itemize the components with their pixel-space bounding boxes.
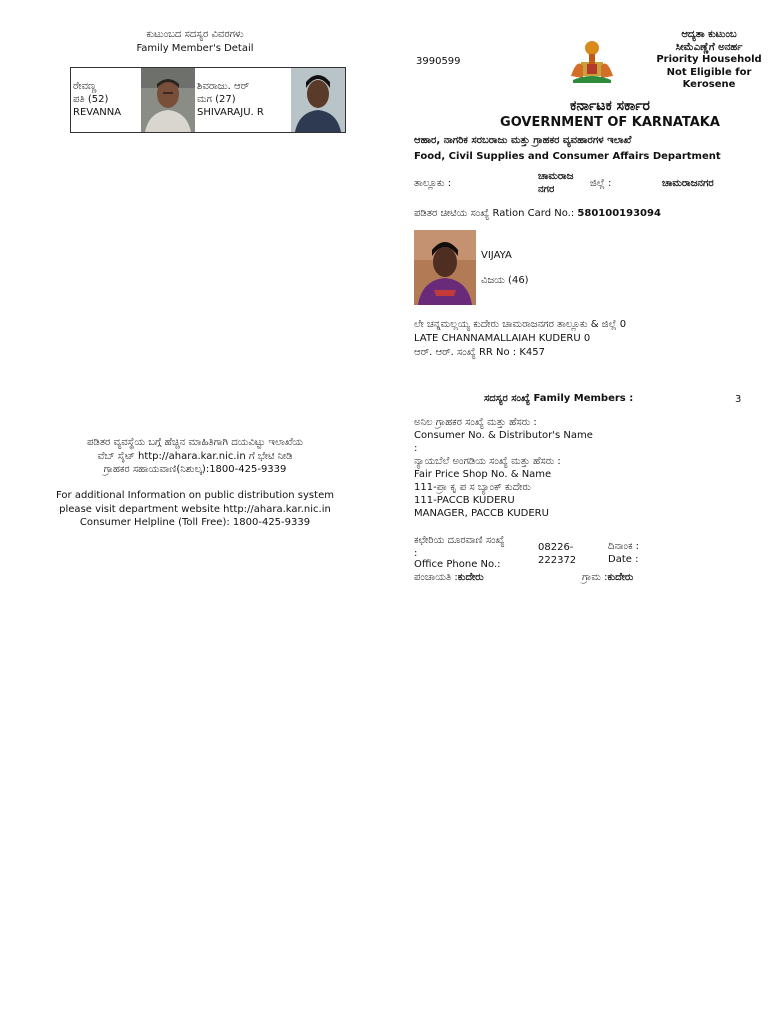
priority-household-badge (655, 29, 763, 92)
phone-line: 222372 (538, 555, 577, 566)
panchayat-label: ಪಂಚಾಯತಿ : (414, 572, 458, 583)
department-name-kn: ಆಹಾರ, ನಾಗರಿಕ ಸರಬರಾಜು ಮತ್ತು ಗ್ರಾಹಕರ ವ್ಯವಹಾರಗಳ ಇಲಾಖೆ (414, 135, 632, 146)
taluk-value-line: ನಗರ (538, 184, 555, 195)
member-name-kn: ಶಿವರಾಜು. ಆರ್ (197, 81, 250, 92)
member-photo (291, 68, 345, 132)
date-label-kn: ದಿನಾಂಕ : (608, 541, 640, 552)
government-title-en: GOVERNMENT OF KARNATAKA (500, 115, 720, 130)
head-name-kn: ವಿಜಯ (46) (481, 275, 529, 286)
address-kn: ಲೇ ಚನ್ನಮಲ್ಲಯ್ಯ ಕುದೇರು ಚಾಮರಾಜನಗರ ತಾಲ್ಲೂಕು & ಜಿಲ್ಲೆ 0 (414, 319, 627, 330)
info-english (40, 489, 350, 530)
member-name-en: REVANNA (73, 107, 122, 118)
village-row (582, 572, 633, 585)
district-label: ಜಿಲ್ಲೆ : (590, 178, 612, 189)
office-phone-number (538, 541, 576, 567)
priority-en-line: Priority Household (656, 54, 762, 65)
ration-card-number-row (414, 208, 661, 221)
office-phone-label-kn (414, 534, 505, 560)
fps-line: 111-ಪ್ರಾ ಕೃ ಪ ಸ ಬ್ಯಾಂಕ್ ಕುದೇರು (414, 482, 531, 493)
member-name-en: SHIVARAJU. R (197, 107, 264, 118)
consumer-label-en: Consumer No. & Distributor's Name (414, 430, 593, 441)
phone-line: 08226- (538, 542, 574, 553)
family-detail-title-en: Family Member's Detail (136, 42, 254, 54)
village-label: ಗ್ರಾಮ : (582, 572, 608, 583)
taluk-label: ತಾಲ್ಲೂಕು : (414, 178, 452, 189)
info-en-line: Consumer Helpline (Toll Free): 1800-425-9339 (79, 517, 311, 528)
consumer-number-block (414, 416, 593, 455)
office-phone-colon: : (414, 548, 418, 559)
fps-label-en: Fair Price Shop No. & Name (414, 469, 552, 480)
family-detail-title-kn: ಕುಟುಂಬದ ಸದಸ್ಯರ ವಿವರಗಳು (146, 29, 244, 40)
fps-line: MANAGER, PACCB KUDERU (414, 508, 549, 519)
priority-kn-line: ಸೀಮೆಎಣ್ಣೆಗೆ ಅನರ್ಹ (675, 41, 743, 53)
ration-card-number: 580100193094 (577, 208, 661, 219)
rr-number: ಆರ್. ಆರ್. ಸಂಖ್ಯೆ RR No : K457 (414, 347, 545, 358)
panchayat-row (414, 572, 484, 585)
fps-line: 111-PACCB KUDERU (414, 495, 515, 506)
address-en: LATE CHANNAMALLAIAH KUDERU 0 (414, 333, 591, 344)
taluk-value (538, 170, 594, 196)
head-name-en: VIJAYA (481, 250, 512, 261)
info-en-line: For additional Information on public distribution system (56, 490, 334, 501)
member-info (197, 80, 264, 119)
member-info (73, 80, 121, 119)
karnataka-emblem-icon (567, 36, 617, 84)
info-en-line: please visit department website http://ahara.kar.nic.in (59, 503, 331, 515)
info-kannada (40, 436, 350, 477)
priority-kn-line: ಆದ್ಯತಾ ಕುಟುಂಬ (681, 29, 737, 40)
date-label-en: Date : (608, 554, 639, 565)
member-name-kn: ರೇವಣ್ಣ (73, 81, 97, 92)
office-phone-kn: ಕಛೇರಿಯ ದೂರವಾಣಿ ಸಂಖ್ಯೆ (414, 535, 505, 546)
family-member-card (195, 68, 345, 132)
ration-card-label: ಪಡಿತರ ಚೀಟಿಯ ಸಂಖ್ಯೆ Ration Card No.: (414, 208, 575, 219)
office-phone-label-en: Office Phone No.: (414, 559, 501, 570)
info-kn-line: ವೆಬ್ ಸೈಟ್ http://ahara.kar.nic.in ಗೆ ಭೇಟಿ ನೀಡಿ (97, 450, 293, 462)
family-members-count: 3 (735, 394, 742, 405)
family-member-card (71, 68, 195, 132)
department-name-en: Food, Civil Supplies and Consumer Affairs Department (414, 151, 721, 162)
info-kn-line: ಪಡಿತರ ವ್ಯವಸ್ಥೆಯ ಬಗ್ಗೆ ಹೆಚ್ಚಿನ ಮಾಹಿತಿಗಾಗಿ ದಯವಿಟ್ಟು ಇಲಾಖೆಯ (86, 437, 304, 448)
family-members-label: ಸದಸ್ಯರ ಸಂಖ್ಯೆ Family Members : (484, 393, 634, 404)
fair-price-shop-block (414, 455, 561, 520)
consumer-colon: : (414, 443, 418, 454)
consumer-label-kn: ಅನಿಲ ಗ್ರಾಹಕರ ಸಂಖ್ಯೆ ಮತ್ತು ಹೆಸರು : (414, 417, 537, 428)
family-detail-title (70, 28, 320, 55)
village-value: ಕುದೇರು (607, 572, 634, 583)
priority-en-line: Kerosene (682, 79, 736, 90)
member-photo (141, 68, 195, 132)
priority-en-line: Not Eligible for (666, 66, 752, 78)
member-relation-age: ಪತಿ (52) (73, 94, 109, 105)
date-label (608, 540, 639, 566)
district-value: ಚಾಮರಾಜನಗರ (662, 178, 714, 189)
taluk-value-line: ಚಾಮರಾಜ (538, 171, 574, 182)
panchayat-value: ಕುದೇರು (457, 572, 484, 583)
fps-label-kn: ನ್ಯಾಯಬೆಲೆ ಅಂಗಡಿಯ ಸಂಖ್ಯೆ ಮತ್ತು ಹೆಸರು : (414, 456, 561, 467)
info-kn-line: ಗ್ರಾಹಕರ ಸಹಾಯವಾಣಿ(ನಿಶುಲ್ಕ):1800-425-9339 (103, 464, 287, 475)
address-block (414, 318, 626, 360)
government-title-kn: ಕರ್ನಾಟಕ ಸರ್ಕಾರ (570, 98, 650, 114)
head-of-family-photo (414, 230, 476, 305)
family-members-table (70, 67, 346, 133)
card-id: 3990599 (416, 56, 461, 67)
member-relation-age: ಮಗ (27) (197, 94, 236, 105)
